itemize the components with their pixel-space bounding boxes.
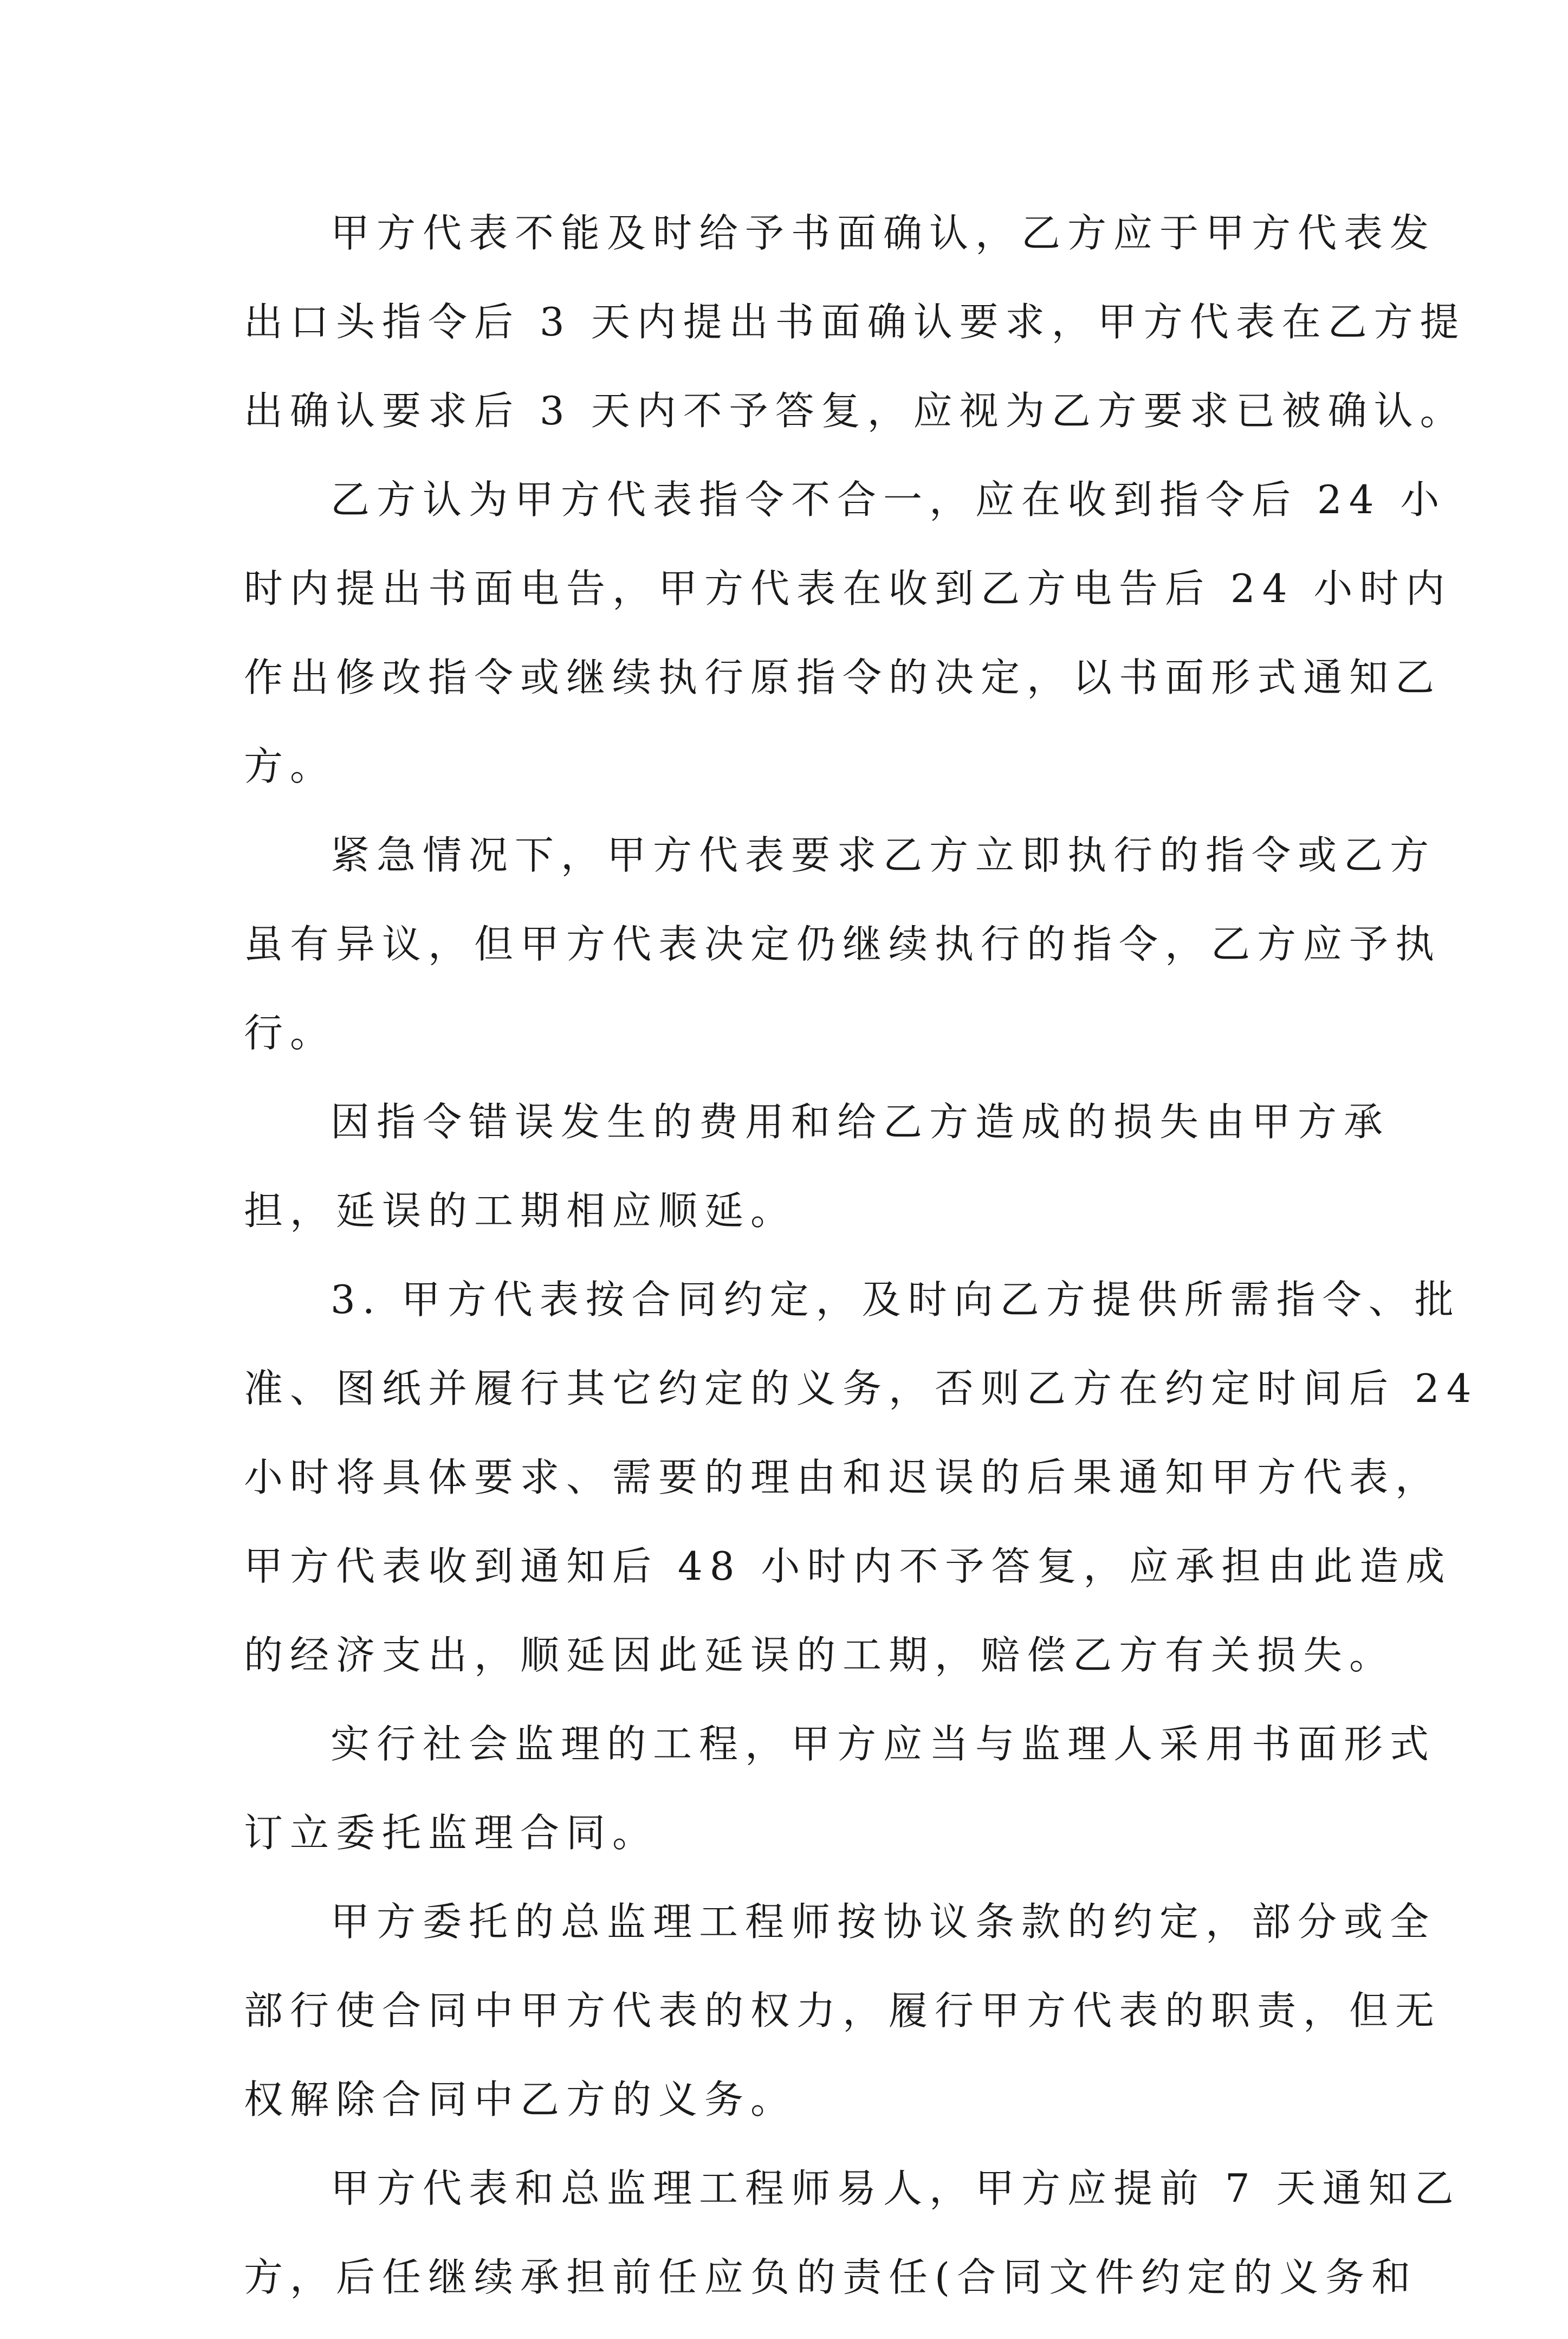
text-line: 小时将具体要求、需要的理由和迟误的后果通知甲方代表，: [244, 1455, 1442, 1500]
text-line: 出确认要求后 3 天内不予答复，应视为乙方要求已被确认。: [244, 388, 1466, 434]
text-line: 因指令错误发生的费用和给乙方造成的损失由甲方承: [331, 1099, 1390, 1145]
text-line: 虽有异议，但甲方代表决定仍继续执行的指令，乙方应予执: [244, 921, 1442, 967]
text-line: 3. 甲方代表按合同约定，及时向乙方提供所需指令、批: [331, 1277, 1461, 1322]
text-line: 的经济支出，顺延因此延误的工期，赔偿乙方有关损失。: [244, 1632, 1396, 1678]
text-line: 乙方认为甲方代表指令不合一，应在收到指令后 24 小: [331, 477, 1447, 522]
text-line: 甲方代表收到通知后 48 小时内不予答复，应承担由此造成: [244, 1543, 1452, 1589]
text-line: 甲方代表和总监理工程师易人，甲方应提前 7 天通知乙: [331, 2166, 1461, 2211]
text-line: 作出修改指令或继续执行原指令的决定，以书面形式通知乙: [244, 655, 1442, 700]
text-line: 权解除合同中乙方的义务。: [244, 2077, 797, 2122]
text-line: 担，延误的工期相应顺延。: [244, 1188, 797, 1233]
text-line: 部行使合同中甲方代表的权力，履行甲方代表的职责，但无: [244, 1988, 1442, 2033]
text-line: 方，后任继续承担前任应负的责任(合同文件约定的义务和: [244, 2254, 1418, 2300]
text-line: 准、图纸并履行其它约定的义务，否则乙方在约定时间后 24: [244, 1366, 1479, 1411]
text-line: 实行社会监理的工程，甲方应当与监理人采用书面形式: [331, 1721, 1436, 1767]
document-body: [244, 206, 1479, 2339]
text-line: 紧急情况下，甲方代表要求乙方立即执行的指令或乙方: [331, 832, 1436, 878]
text-line: 出口头指令后 3 天内提出书面确认要求，甲方代表在乙方提: [244, 299, 1466, 345]
text-line: 方。: [244, 744, 336, 789]
text-line: 时内提出书面电告，甲方代表在收到乙方电告后 24 小时内: [244, 566, 1452, 611]
text-line: 甲方委托的总监理工程师按协议条款的约定，部分或全: [331, 1899, 1436, 1944]
text-line: 甲方代表不能及时给予书面确认，乙方应于甲方代表发: [331, 210, 1436, 256]
text-line: 行。: [244, 1010, 336, 1056]
text-line: 订立委托监理合同。: [244, 1810, 659, 1856]
